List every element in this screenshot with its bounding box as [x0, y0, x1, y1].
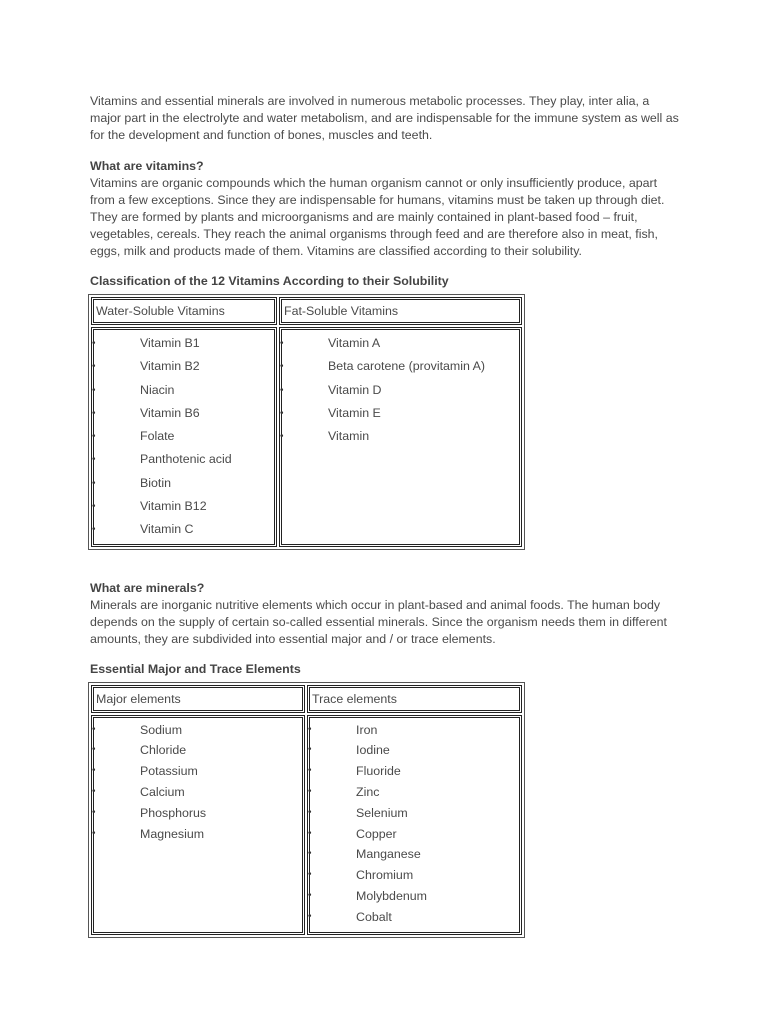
list-item-label: Zinc	[356, 785, 380, 800]
bullet-icon: •	[92, 723, 96, 735]
bullet-icon: •	[92, 361, 96, 373]
list-item	[92, 448, 276, 471]
list-item-label: Fluoride	[356, 764, 401, 779]
list-item	[308, 886, 521, 907]
bullet-icon: •	[92, 454, 96, 466]
list-item	[92, 355, 276, 378]
list-item	[308, 740, 521, 761]
list-item-label: Iron	[356, 722, 378, 737]
bullet-icon: •	[308, 806, 312, 818]
list-item	[280, 332, 521, 355]
bullet-icon: •	[92, 431, 96, 443]
list-item	[92, 824, 304, 845]
bullet-icon: •	[308, 786, 312, 798]
water-soluble-list	[92, 328, 276, 546]
list-item-label: Copper	[356, 826, 397, 841]
bullet-icon: •	[92, 384, 96, 396]
table-cell	[91, 715, 305, 935]
list-item-label: Biotin	[140, 475, 171, 490]
list-item	[280, 355, 521, 378]
list-item-label: Molybdenum	[356, 889, 427, 904]
list-item-label: Selenium	[356, 805, 408, 820]
minerals-paragraph: Minerals are inorganic nutritive elements which occur in plant-based and animal foods. The human body depends on the supply of certain so-called essential minerals. Since the organism needs them in different amounts, they are subdivided into essential major and / or trace elements.	[90, 597, 667, 646]
bullet-icon: •	[308, 723, 312, 735]
list-item	[308, 824, 521, 845]
fat-soluble-list	[280, 328, 521, 452]
minerals-table	[88, 682, 525, 938]
list-item-label: Chromium	[356, 868, 414, 883]
list-item-label: Chloride	[140, 743, 187, 758]
bullet-icon: •	[308, 744, 312, 756]
bullet-icon: •	[92, 407, 96, 419]
bullet-icon: •	[280, 431, 284, 443]
list-item-label: Manganese	[356, 847, 421, 862]
list-item-label: Sodium	[140, 722, 183, 737]
minerals-heading: What are minerals?	[90, 580, 205, 595]
bullet-icon: •	[308, 869, 312, 881]
vitamins-table	[88, 294, 525, 550]
list-item	[280, 379, 521, 402]
list-item	[92, 518, 276, 541]
table-cell	[279, 327, 522, 547]
bullet-icon: •	[308, 848, 312, 860]
list-item	[92, 425, 276, 448]
list-item	[308, 803, 521, 824]
list-item-label: Phosphorus	[140, 805, 207, 820]
table-row	[91, 327, 522, 547]
bullet-icon: •	[92, 765, 96, 777]
list-item-label: Vitamin C	[140, 522, 194, 537]
intro-paragraph: Vitamins and essential minerals are involved in numerous metabolic processes. They play, inter alia, a major part in the electrolyte and water metabolism, and are indispensable for the immune system as well as for the development and function of bones, muscles and teeth.	[90, 94, 679, 142]
table-header-cell	[279, 297, 522, 325]
table-header-cell	[91, 685, 305, 713]
list-item-label: Vitamin A	[328, 336, 381, 350]
list-item	[92, 472, 276, 495]
trace-elements-header: Trace elements	[312, 691, 397, 706]
water-soluble-header: Water-Soluble Vitamins	[96, 304, 225, 318]
list-item	[308, 782, 521, 803]
list-item	[92, 803, 304, 824]
table-header-row	[91, 685, 522, 713]
list-item-label: Panthotenic acid	[140, 452, 232, 467]
list-item	[92, 761, 304, 782]
list-item-label: Vitamin	[328, 429, 370, 444]
bullet-icon: •	[92, 524, 96, 536]
table-header-cell	[91, 297, 277, 325]
bullet-icon: •	[308, 765, 312, 777]
trace-elements-list	[308, 716, 521, 932]
minerals-table-title: Essential Major and Trace Elements	[90, 661, 301, 676]
major-elements-header: Major elements	[96, 691, 181, 706]
list-item-label: Vitamin B6	[140, 405, 200, 420]
list-item	[92, 740, 304, 761]
list-item	[92, 332, 276, 355]
list-item-label: Potassium	[140, 764, 198, 779]
fat-soluble-header: Fat-Soluble Vitamins	[284, 304, 399, 318]
vitamins-heading: What are vitamins?	[90, 159, 204, 173]
bullet-icon: •	[308, 827, 312, 839]
list-item-label: Calcium	[140, 785, 185, 800]
list-item	[308, 844, 521, 865]
list-item-label: Beta carotene (provitamin A)	[328, 359, 486, 374]
list-item-label: Cobalt	[356, 909, 392, 924]
bullet-icon: •	[92, 806, 96, 818]
bullet-icon: •	[92, 786, 96, 798]
bullet-icon: •	[308, 890, 312, 902]
table-cell	[91, 327, 277, 547]
list-item	[92, 495, 276, 518]
bullet-icon: •	[280, 407, 284, 419]
vitamins-paragraph: Vitamins are organic compounds which the human organism cannot or only insufficiently produce, apart from a few exceptions. Since they are indispensable for humans, vitamins must be taken up through diet. They are formed by plants and microorganisms and are mainly contained in plant-based food – fruit, vegetables, cereals. They reach the animal organisms through feed and are therefore also in meat, fish, eggs, milk and products made of them. Vitamins are classified according to their solubility.	[90, 176, 665, 258]
list-item	[280, 402, 521, 425]
list-item	[92, 379, 276, 402]
list-item	[92, 782, 304, 803]
table-header-row	[91, 297, 522, 325]
list-item-label: Folate	[140, 429, 175, 444]
bullet-icon: •	[280, 338, 284, 349]
list-item	[308, 720, 521, 741]
list-item	[308, 761, 521, 782]
table-header-cell	[307, 685, 522, 713]
bullet-icon: •	[92, 744, 96, 756]
list-item-label: Iodine	[356, 743, 390, 758]
list-item	[280, 425, 521, 448]
vitamins-table-title: Classification of the 12 Vitamins According to their Solubility	[90, 274, 449, 288]
bullet-icon: •	[92, 827, 96, 839]
list-item-label: Vitamin B12	[140, 499, 207, 514]
bullet-icon: •	[92, 477, 96, 489]
table-cell	[307, 715, 522, 935]
bullet-icon: •	[92, 501, 96, 513]
bullet-icon: •	[92, 338, 96, 349]
list-item	[308, 865, 521, 886]
list-item-label: Niacin	[140, 382, 175, 397]
list-item-label: Vitamin B2	[140, 359, 200, 374]
list-item-label: Vitamin B1	[140, 336, 200, 350]
list-item-label: Vitamin E	[328, 405, 381, 420]
table-row	[91, 715, 522, 935]
bullet-icon: •	[280, 361, 284, 373]
list-item	[92, 720, 304, 741]
list-item-label: Magnesium	[140, 826, 205, 841]
document-page	[90, 93, 680, 938]
list-item-label: Vitamin D	[328, 382, 382, 397]
spacer	[90, 550, 680, 580]
list-item	[92, 402, 276, 425]
list-item	[308, 907, 521, 928]
bullet-icon: •	[308, 910, 312, 922]
major-elements-list	[92, 716, 304, 849]
bullet-icon: •	[280, 384, 284, 396]
